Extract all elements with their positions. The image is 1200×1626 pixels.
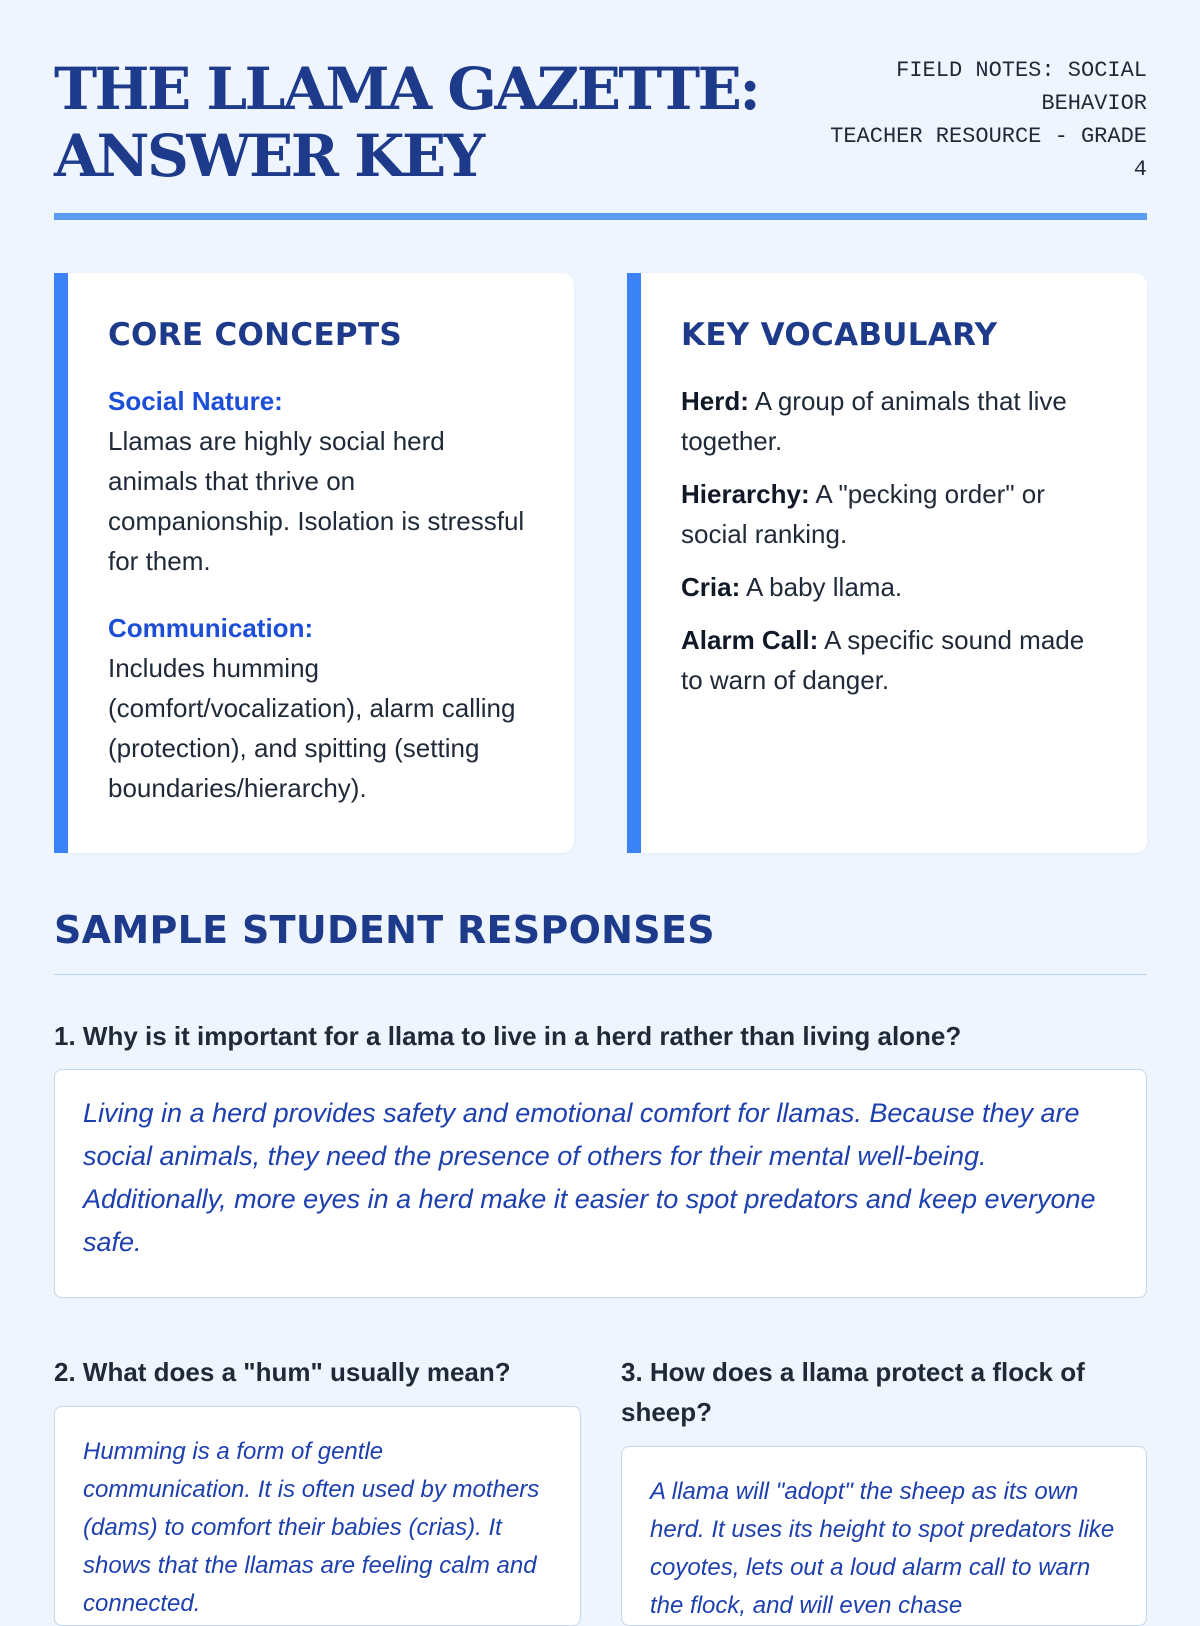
vocab-definition: A "pecking order" or social ranking.: [681, 479, 1045, 549]
page-header: [54, 0, 1147, 221]
answer-3-text: A llama will "adopt" the sheep as its own herd. It uses its height to spot predators like coyotes, lets out a loud alarm call to warn the flock, and will even chase: [650, 1478, 1115, 1619]
core-concepts-card: [54, 273, 574, 853]
concept-text: Includes humming (comfort/vocalization), alarm calling (protection), and spitting (setting boundaries/hierarchy).: [108, 653, 516, 803]
concept-text: Llamas are highly social herd animals that thrive on companionship. Isolation is stressful for them.: [108, 426, 525, 576]
concept-label: Communication:: [108, 613, 314, 643]
answer-key-page: [54, 0, 1147, 1619]
question-2: 2. What does a "hum" usually mean?: [54, 1357, 511, 1387]
vocab-term: Herd:: [681, 386, 749, 416]
vocab-term: Cria:: [681, 572, 741, 602]
vocab-term: Alarm Call:: [681, 625, 819, 655]
vocab-definition: A baby llama.: [746, 572, 903, 602]
meta-teacher-resource: TEACHER RESOURCE - GRADE 4: [830, 124, 1147, 182]
info-cards: [54, 273, 1147, 853]
vocab-definition: A specific sound made to warn of danger.: [681, 625, 1085, 695]
question-3: 3. How does a llama protect a flock of sheep?: [621, 1357, 1085, 1427]
vocab-definition: A group of animals that live together.: [681, 386, 1067, 456]
answer-1-box: [54, 1069, 1147, 1298]
meta-field-notes: FIELD NOTES: SOCIAL BEHAVIOR: [896, 58, 1147, 116]
vocab-item-hierarchy: [681, 474, 1111, 554]
answer-1-text: Living in a herd provides safety and emotional comfort for llamas. Because they are social animals, they need the presence of others for their mental well-being. Additionally, more eyes in a herd make it easier to spot predators and keep everyone safe.: [83, 1098, 1096, 1257]
vocab-item-alarm-call: [681, 620, 1111, 700]
page-title: THE LLAMA GAZETTE: ANSWER KEY: [54, 55, 759, 190]
header-meta: [827, 54, 1147, 186]
concept-social-nature: [108, 381, 528, 581]
answer-2-box: [54, 1406, 581, 1626]
responses-section-title: SAMPLE STUDENT RESPONSES: [54, 908, 715, 952]
question-1: 1. Why is it important for a llama to live in a herd rather than living alone?: [54, 1021, 962, 1051]
header-divider: [54, 213, 1147, 220]
vocab-item-herd: [681, 381, 1111, 461]
vocab-item-cria: [681, 567, 1111, 607]
concept-communication: [108, 608, 528, 808]
section-divider: [54, 974, 1147, 975]
answer-2-text: Humming is a form of gentle communication. It is often used by mothers (dams) to comfort their babies (crias). It shows that the llamas are feeling calm and connected.: [83, 1438, 540, 1617]
vocab-term: Hierarchy:: [681, 479, 810, 509]
key-vocabulary-card: [627, 273, 1147, 853]
answer-3-box: [621, 1446, 1147, 1626]
core-concepts-title: CORE CONCEPTS: [108, 317, 403, 353]
concept-label: Social Nature:: [108, 386, 283, 416]
key-vocabulary-title: KEY VOCABULARY: [681, 317, 998, 353]
